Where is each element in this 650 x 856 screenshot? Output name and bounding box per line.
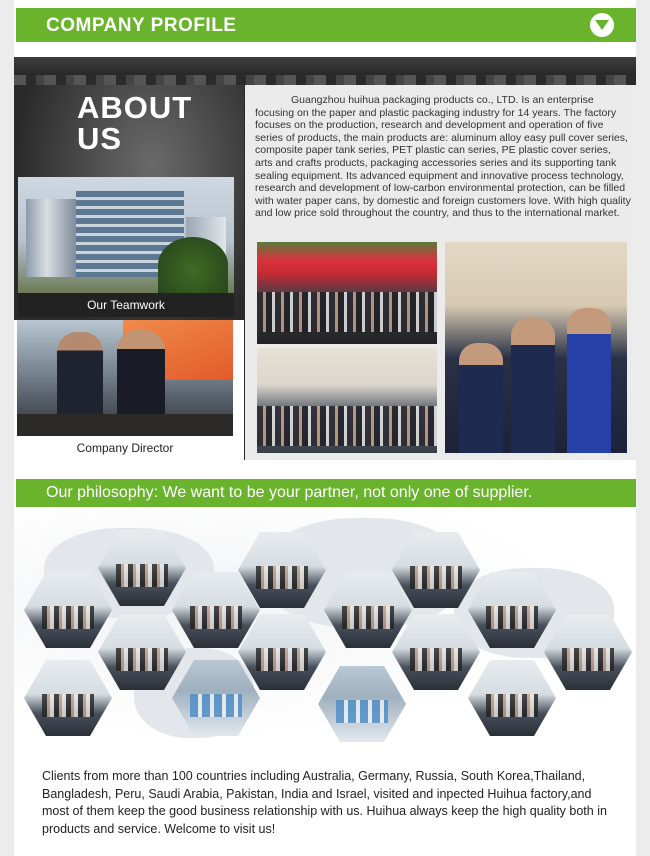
teamwork-caption: Our Teamwork	[18, 293, 234, 317]
factory-photo-strip	[14, 57, 636, 85]
director-block	[14, 320, 244, 460]
about-title-line2: US	[77, 121, 123, 156]
client-visit-photo	[468, 660, 556, 736]
philosophy-title: Our philosophy: We want to be your partner, not only one of supplier.	[46, 484, 533, 501]
company-profile-page	[14, 0, 636, 856]
about-description: Guangzhou huihua packaging products co., LTD. Is an enterprise focusing on the paper and plastic packaging industry for 14 years. The factory focuses on the production, research and development and operation of five series of products, the main products are: aluminum alloy easy pull cover series, composite paper tank series, PET plastic can series, PE plastic cover series, arts and crafts products, packaging accessories series and its supporting tank sealing equipment. Its advanced equipment and innovative process technology, research and development of low-carbon environmental protection, can be filled with water paper cans, by domestic and foreign customers love. With high quality and low price sold throughout the country, and thus to the international market.	[255, 94, 631, 220]
director-caption: Company Director	[76, 441, 174, 455]
exhibition-booth-photo	[445, 242, 627, 453]
about-text-panel	[245, 85, 636, 460]
client-visit-photo	[24, 660, 112, 736]
company-director-photo	[17, 320, 233, 436]
clients-statement: Clients from more than 100 countries including Australia, Germany, Russia, South Korea,Thailand, Bangladesh, Peru, Saudi Arabia, Pakistan, India and Israel, visited and inpected Huihua factory,and most of them keep the good business relationship with us. Huihua always keep the high quality both in products and service. Welcome to visit us!	[42, 769, 607, 836]
about-title-line1: ABOUT	[77, 90, 193, 125]
about-title	[77, 92, 192, 154]
company-profile-banner	[16, 8, 636, 42]
client-visits-collage	[14, 508, 636, 758]
philosophy-banner	[16, 479, 636, 507]
team-photo-red-banner	[257, 242, 437, 344]
factory-visit-photo	[318, 666, 406, 742]
office-building-photo	[18, 177, 234, 293]
about-section	[14, 57, 636, 460]
chevron-down-circle-icon[interactable]	[590, 13, 614, 37]
team-photo-group	[257, 348, 437, 453]
section-title: COMPANY PROFILE	[46, 15, 237, 36]
